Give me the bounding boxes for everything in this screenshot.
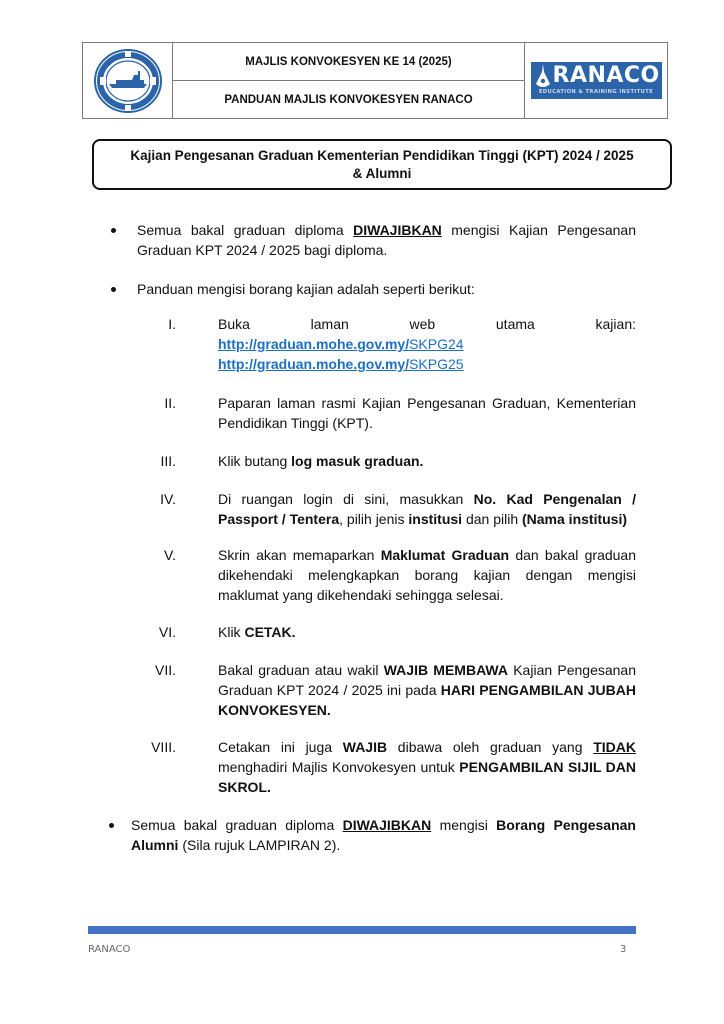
step-number: I. <box>168 316 176 332</box>
emphasis-diwajibkan: DIWAJIBKAN <box>342 817 432 833</box>
guide-title: PANDUAN MAJLIS KONVOKESYEN RANACO <box>224 93 473 106</box>
text-run: Klik <box>218 624 245 640</box>
brand-subtitle: EDUCATION & TRAINING INSTITUTE <box>538 89 654 95</box>
ranaco-marine-seal-logo-icon <box>92 47 164 115</box>
bullet-text <box>137 220 636 260</box>
brand-name: RANACO <box>552 63 660 88</box>
link-base: http://graduan.mohe.gov.my/ <box>218 356 410 372</box>
header-right-cell <box>525 43 667 118</box>
bullet-text <box>131 815 636 855</box>
emphasis-maklumat-graduan: Maklumat Graduan <box>380 547 510 563</box>
bullet-icon <box>109 823 114 828</box>
text-run: , pilih jenis <box>339 511 409 527</box>
emphasis-pengambilan-sijil: PENGAMBILAN SIJIL DAN SKROL. <box>218 759 636 795</box>
step-text <box>218 314 636 374</box>
bullet-icon <box>111 287 116 292</box>
text-run: Bakal graduan atau wakil <box>218 662 384 678</box>
step-number: VII. <box>154 662 176 678</box>
text-run: Klik butang <box>218 453 292 469</box>
text-run: Semua bakal graduan diploma <box>137 222 354 238</box>
text-run: Di ruangan login di sini, masukkan <box>218 491 474 507</box>
step-text: Paparan laman rasmi Kajian Pengesanan Graduan, Kementerian Pendidikan Tinggi (KPT). <box>218 395 636 431</box>
step-text <box>218 660 636 720</box>
text-run: (Sila rujuk LAMPIRAN 2). <box>178 837 341 853</box>
emphasis-borang-alumni: Borang Pengesanan Alumni <box>131 817 636 853</box>
step-text <box>218 622 636 642</box>
footer-label: RANACO <box>88 944 131 955</box>
step-number: VI. <box>158 624 176 640</box>
footer-bar <box>88 926 636 934</box>
link-code: SKPG24 <box>409 336 464 352</box>
emphasis-nama-institusi: (Nama institusi) <box>522 511 628 527</box>
emphasis-wajib: WAJIB <box>342 739 388 755</box>
step-number: III. <box>160 453 176 469</box>
text-run: menghadiri Majlis Konvokesyen untuk <box>218 759 460 775</box>
step-number: II. <box>164 395 176 411</box>
link-code: SKPG25 <box>409 356 464 372</box>
emphasis-hari-pengambilan: HARI PENGAMBILAN JUBAH KONVOKESYEN. <box>218 682 636 718</box>
step-number: V. <box>164 547 176 563</box>
page-number: 3 <box>620 944 627 955</box>
emphasis-cetak: CETAK. <box>244 624 296 640</box>
step-number: VIII. <box>151 739 176 755</box>
survey-link-skpg24[interactable] <box>218 336 464 352</box>
step-text <box>218 545 636 605</box>
step-text <box>218 489 636 529</box>
section-title-line2: & Alumni <box>352 165 412 181</box>
emphasis-diwajibkan: DIWAJIBKAN <box>353 222 442 238</box>
step-text <box>218 451 636 471</box>
emphasis-tidak: TIDAK <box>593 739 636 755</box>
emphasis-login-button: log masuk graduan. <box>291 453 424 469</box>
header-middle-cell <box>173 43 525 118</box>
section-title-line1: Kajian Pengesanan Graduan Kementerian Pendidikan Tinggi (KPT) 2024 / 2025 <box>130 147 634 163</box>
emphasis-wajib-membawa: WAJIB MEMBAWA <box>383 662 508 678</box>
ranaco-eti-logo <box>531 62 662 99</box>
step-text <box>218 737 636 797</box>
bullet-icon <box>111 228 116 233</box>
emphasis-id: No. Kad Pengenalan / Passport / Tentera <box>218 491 636 527</box>
text-run: dan pilih <box>462 511 522 527</box>
bullet-text: Panduan mengisi borang kajian adalah seperti berikut: <box>137 281 475 297</box>
survey-link-skpg25[interactable] <box>218 356 464 372</box>
step-text-line: Buka laman web utama kajian: <box>218 316 636 332</box>
header-table <box>82 42 668 119</box>
pen-nib-icon <box>535 64 551 88</box>
header-left-cell <box>83 43 173 118</box>
text-run: mengisi Kajian Pengesanan Graduan KPT 2024 / 2025 bagi diploma. <box>137 222 636 258</box>
text-run: dan bakal graduan dikehendaki melengkapkan borang kajian dengan mengisi maklumat yang dikehendaki sehingga selesai. <box>218 547 637 603</box>
link-base: http://graduan.mohe.gov.my/ <box>218 336 410 352</box>
section-title-box <box>92 139 672 190</box>
text-run: Skrin akan memaparkan <box>218 547 381 563</box>
emphasis-institusi: institusi <box>408 511 463 527</box>
text-run: Cetakan ini juga <box>218 739 343 755</box>
text-run: mengisi <box>431 817 497 833</box>
step-number: IV. <box>160 491 176 507</box>
text-run: Kajian Pengesanan Graduan KPT 2024 / 2025 ini pada <box>218 662 637 698</box>
text-run: dibawa oleh graduan yang <box>387 739 594 755</box>
event-title: MAJLIS KONVOKESYEN KE 14 (2025) <box>173 43 524 81</box>
text-run: Semua bakal graduan diploma <box>131 817 343 833</box>
